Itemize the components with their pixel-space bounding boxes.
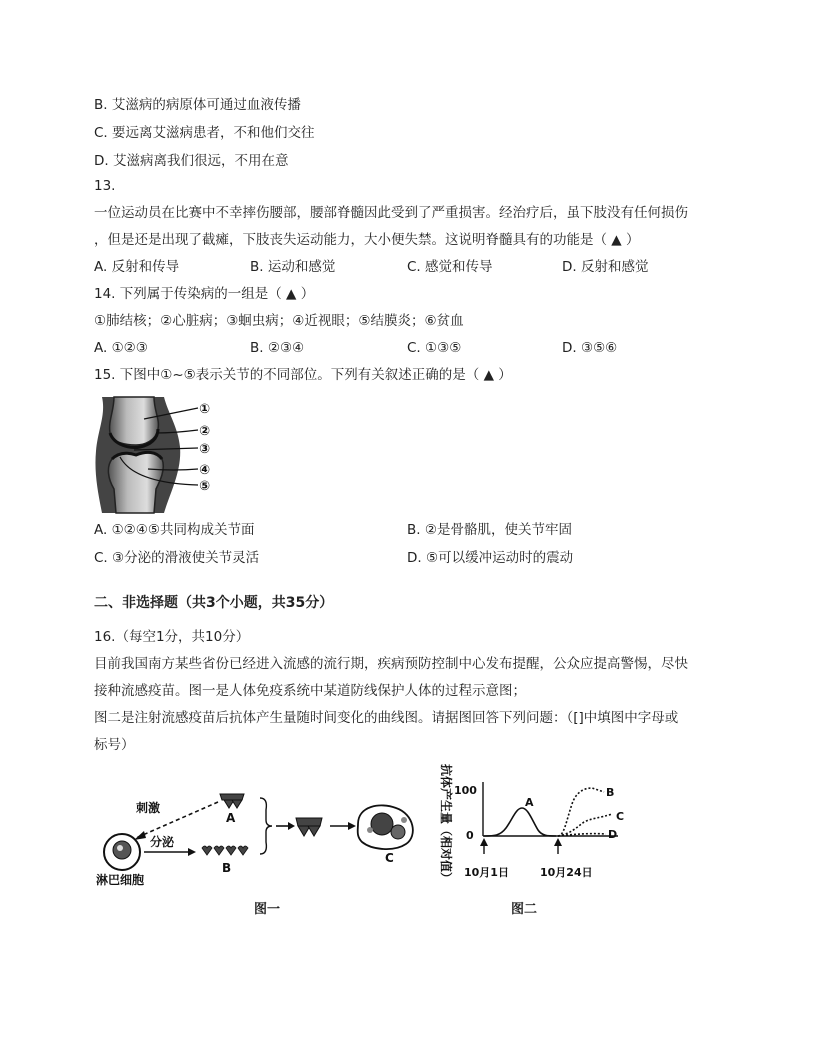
antigen-a: [220, 794, 244, 808]
q15-option-a: A. ①②④⑤共同构成关节面: [94, 522, 255, 538]
curve-label-d: D: [608, 828, 618, 841]
q14-option-a: A. ①②③: [94, 340, 148, 356]
q16-para-line4: 标号）: [94, 737, 135, 753]
q16-header: 16.（每空1分，共10分）: [94, 629, 250, 645]
lower-bone: [108, 452, 163, 513]
label-c: C: [385, 851, 394, 865]
label-secrete: 分泌: [150, 835, 175, 849]
joint-label-4: ④: [199, 463, 211, 478]
x-tick-oct24: 10月24日: [540, 866, 593, 879]
q15-option-c: C. ③分泌的滑液使关节灵活: [94, 550, 260, 566]
q16-para-line1: 目前我国南方某些省份已经进入流感的流行期，疾病预防控制中心发布提醒，公众应提高警惕，尽快: [94, 656, 688, 672]
q16-para-line2: 接种流感疫苗。图一是人体免疫系统中某道防线保护人体的过程示意图；: [94, 683, 526, 699]
figure2-chart: [426, 762, 626, 892]
joint-label-2: ②: [199, 424, 211, 439]
q13-option-a: A. 反射和传导: [94, 259, 180, 275]
x-tick-oct1: 10月1日: [464, 866, 509, 879]
q13-option-b: B. 运动和感觉: [250, 259, 336, 275]
q13-option-c: C. 感觉和传导: [407, 259, 493, 275]
curve-label-a: A: [525, 796, 534, 809]
curve-label-c: C: [616, 810, 625, 823]
q15-option-b: B. ②是骨骼肌，使关节牢固: [407, 522, 572, 538]
figure2-caption: 图二: [511, 902, 538, 917]
joint-label-5: ⑤: [199, 479, 211, 494]
joint-label-3: ③: [199, 442, 211, 457]
label-stimulus: 刺激: [136, 801, 161, 815]
figure1-caption: 图一: [254, 902, 281, 917]
q12-option-c: C. 要远离艾滋病患者，不和他们交往: [94, 125, 315, 141]
curve-b: [558, 788, 604, 836]
antigen-antibody-complex: [296, 818, 322, 836]
q14-option-d: D. ③⑤⑥: [562, 340, 618, 356]
q14-option-b: B. ②③④: [250, 340, 305, 356]
label-a: A: [226, 811, 236, 825]
curve-label-b: B: [606, 786, 615, 799]
q14-items: ①肺结核；②心脏病；③蛔虫病；④近视眼；⑤结膜炎；⑥贫血: [94, 313, 464, 329]
q16-para-line3: 图二是注射流感疫苗后抗体产生量随时间变化的曲线图。请据图回答下列问题：（[]中填图中字母或: [94, 710, 679, 726]
label-lymphocyte: 淋巴细胞: [96, 873, 145, 887]
brace: [260, 798, 272, 854]
joint-label-1: ①: [199, 402, 211, 417]
phagocyte-c: [358, 805, 413, 849]
q15-stem: 15. 下图中①~⑤表示关节的不同部位。下列有关叙述正确的是（ ▲ ）: [94, 367, 512, 383]
antibody-b: [202, 846, 248, 855]
joint-diagram: [94, 393, 219, 515]
q12-option-d: D. 艾滋病离我们很远，不用在意: [94, 153, 289, 169]
q14-option-c: C. ①③⑤: [407, 340, 462, 356]
q13-number: 13.: [94, 178, 116, 194]
y-tick-0: 0: [466, 829, 474, 842]
q14-stem: 14. 下列属于传染病的一组是（ ▲ ）: [94, 286, 315, 302]
figure1-diagram: [96, 780, 426, 890]
y-tick-100: 100: [454, 784, 477, 797]
q15-option-d: D. ⑤可以缓冲运动时的震动: [407, 550, 574, 566]
q13-stem-line2: ，但是还是出现了截瘫，下肢丧失运动能力，大小便失禁。这说明脊髓具有的功能是（ ▲ ）: [94, 232, 640, 248]
curve-a: [484, 808, 556, 836]
upper-bone: [110, 397, 159, 445]
q13-stem-line1: 一位运动员在比赛中不幸摔伤腰部，腰部脊髓因此受到了严重损害。经治疗后，虽下肢没有任何损伤: [94, 205, 688, 221]
label-b: B: [222, 861, 232, 875]
curve-c: [558, 814, 612, 836]
q13-option-d: D. 反射和感觉: [562, 259, 649, 275]
chart-ylabel: 抗体产生量（相对值）: [439, 763, 453, 885]
section-title: 二、非选择题（共3个小题，共35分）: [94, 595, 334, 611]
q12-option-b: B. 艾滋病的病原体可通过血液传播: [94, 97, 301, 113]
